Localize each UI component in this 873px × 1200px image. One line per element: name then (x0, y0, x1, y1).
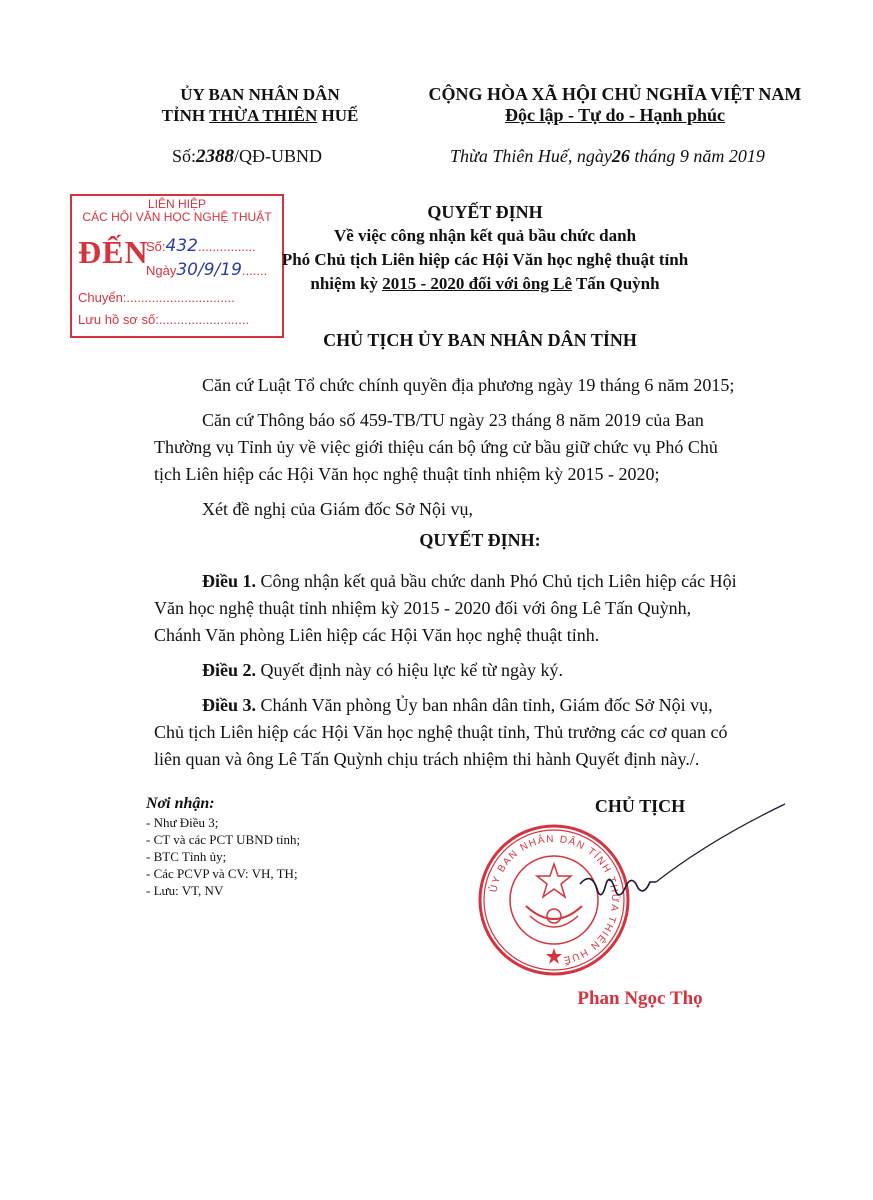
svg-text:ỦY BAN NHÂN DÂN TỈNH THỪA THIÊ: ỦY BAN NHÂN DÂN TỈNH THỪA THIÊN HUẾ (488, 833, 621, 966)
recipient-item: - CT và các PCT UBND tỉnh; (146, 832, 301, 847)
article-3-l2: Chủ tịch Liên hiệp các Hội Văn học nghệ thuật tỉnh, Thủ trưởng các cơ quan có (154, 722, 728, 742)
authority-heading: CHỦ TỊCH ỦY BAN NHÂN DÂN TỈNH (323, 330, 637, 350)
recipient-item: - Lưu: VT, NV (146, 883, 224, 898)
recipient-item: - Như Điều 3; (146, 815, 219, 830)
preamble (154, 372, 774, 523)
stamp-org: LIÊN HIỆP CÁC HỘI VĂN HỌC NGHỆ THUẬT (82, 197, 272, 224)
doc-subject-line2: Phó Chủ tịch Liên hiệp các Hội Văn học nghệ thuật tỉnh (281, 250, 689, 269)
preamble-notice-l3: tịch Liên hiệp các Hội Văn học nghệ thuật tỉnh nhiệm kỳ 2015 - 2020; (154, 464, 660, 484)
stamp-so: Số:432................ (146, 236, 256, 256)
article-1-l2: Văn học nghệ thuật tỉnh nhiệm kỳ 2015 - 2020 đối với ông Lê Tấn Quỳnh, (154, 598, 692, 618)
issue-date: Thừa Thiên Huế, ngày26 tháng 9 năm 2019 (450, 146, 765, 166)
signer-name: Phan Ngọc Thọ (577, 988, 703, 1009)
article-3-l3: liên quan và ông Lê Tấn Quỳnh chịu trách nhiệm thi hành Quyết định này./. (154, 749, 700, 769)
doc-subject-line3: nhiệm kỳ 2015 - 2020 đối với ông Lê Tấn Quỳnh (310, 274, 660, 293)
preamble-notice-l1: Căn cứ Thông báo số 459-TB/TU ngày 23 tháng 8 năm 2019 của Ban (202, 410, 704, 430)
article-2: Điều 2. Quyết định này có hiệu lực kể từ ngày ký. (202, 660, 563, 680)
decision-heading: QUYẾT ĐỊNH: (419, 530, 541, 550)
recipient-item: - Các PCVP và CV: VH, TH; (146, 866, 298, 881)
preamble-proposal: Xét đề nghị của Giám đốc Sở Nội vụ, (202, 499, 473, 519)
signer-title: CHỦ TỊCH (594, 796, 686, 816)
doc-number: Số:2388/QĐ-UBND (172, 146, 323, 167)
articles (154, 568, 774, 773)
title-block (250, 200, 720, 296)
doc-title: QUYẾT ĐỊNH (427, 202, 543, 222)
doc-subject-line1: Về việc công nhận kết quả bầu chức danh (333, 226, 637, 245)
stamp-chuyen: Chuyển:.............................. (78, 290, 235, 305)
recipients-title: Nơi nhận: (146, 795, 215, 812)
preamble-notice-l2: Thường vụ Tỉnh ủy về việc giới thiệu cán bộ ứng cử bầu giữ chức vụ Phó Chủ (154, 437, 718, 457)
issuer-line1: ỦY BAN NHÂN DÂN (180, 85, 340, 104)
article-3-l1: Điều 3. Chánh Văn phòng Ủy ban nhân dân tỉnh, Giám đốc Sở Nội vụ, (202, 695, 713, 715)
recipients-block (146, 794, 406, 899)
motto: Độc lập - Tự do - Hạnh phúc (504, 105, 726, 125)
recipient-item: - BTC Tỉnh ủy; (146, 849, 227, 864)
stamp-ngay: Ngày30/9/19....... (146, 260, 268, 280)
article-1-l3: Chánh Văn phòng Liên hiệp các Hội Văn học nghệ thuật tỉnh. (154, 625, 600, 645)
handwritten-signature (540, 800, 790, 940)
issuer-block (120, 84, 400, 126)
preamble-law: Căn cứ Luật Tổ chức chính quyền địa phương ngày 19 tháng 6 năm 2015; (202, 375, 735, 395)
country-name: CỘNG HÒA XÃ HỘI CHỦ NGHĨA VIỆT NAM (428, 84, 802, 104)
article-1-l1: Điều 1. Công nhận kết quả bầu chức danh Phó Chủ tịch Liên hiệp các Hội (202, 571, 737, 591)
national-motto-block (405, 84, 825, 126)
stamp-luu: Lưu hồ sơ số:......................... (78, 312, 250, 327)
issuer-line2: TỈNH THỪA THIÊN HUẾ (161, 106, 359, 125)
stamp-den: ĐẾN (78, 234, 149, 270)
